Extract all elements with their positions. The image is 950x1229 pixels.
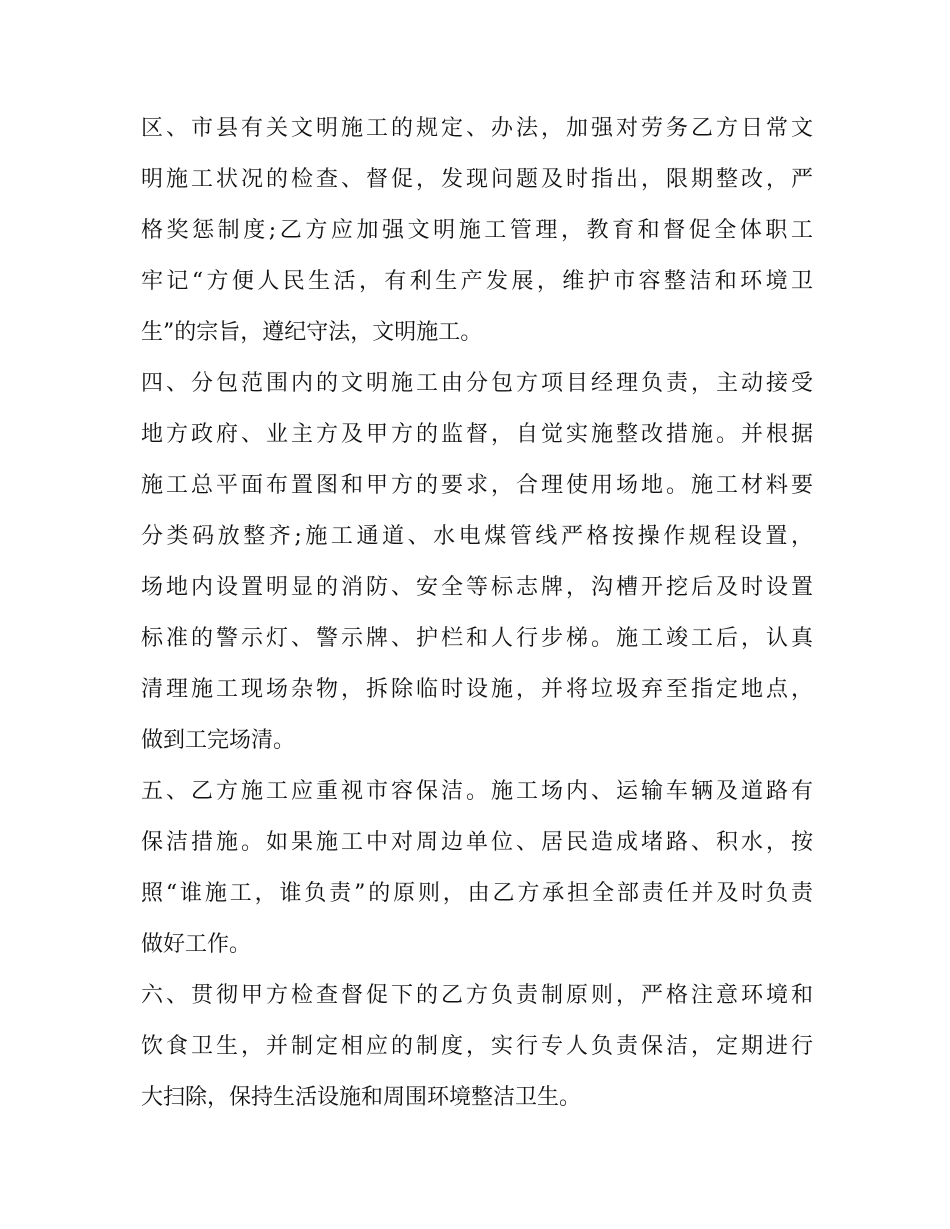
text-line: 区、市县有关文明施工的规定、办法，加强对劳务乙方日常文: [141, 116, 813, 141]
text-line: 标准的警示灯、警示牌、护栏和人行步梯。施工竣工后，认真: [141, 626, 813, 651]
text-line: 大扫除，保持生活设施和周围环境整洁卫生。: [141, 1085, 582, 1110]
text-line: 地方政府、业主方及甲方的监督，自觉实施整改措施。并根据: [141, 422, 813, 447]
text-line: 保洁措施。如果施工中对周边单位、居民造成堵路、积水，按: [141, 830, 813, 855]
text-line: 做好工作。: [141, 932, 252, 957]
text-line: 格奖惩制度;乙方应加强文明施工管理，教育和督促全体职工: [141, 218, 813, 243]
text-line: 四、分包范围内的文明施工由分包方项目经理负责，主动接受: [141, 371, 813, 396]
text-line: 明施工状况的检查、督促，发现问题及时指出，限期整改，严: [141, 167, 813, 192]
text-line: 做到工完场清。: [141, 728, 296, 753]
text-line: 六、贯彻甲方检查督促下的乙方负责制原则，严格注意环境和: [141, 983, 813, 1008]
body-text: [141, 103, 813, 1123]
text-line: 五、乙方施工应重视市容保洁。施工场内、运输车辆及道路有: [141, 779, 813, 804]
text-line: 施工总平面布置图和甲方的要求，合理使用场地。施工材料要: [141, 473, 813, 498]
text-line: 分类码放整齐;施工通道、水电煤管线严格按操作规程设置，: [141, 524, 813, 549]
text-line: 牢记“方便人民生活，有利生产发展，维护市容整洁和环境卫: [141, 269, 813, 294]
text-line: 照“谁施工，谁负责”的原则，由乙方承担全部责任并及时负责: [141, 881, 813, 906]
text-line: 清理施工现场杂物，拆除临时设施，并将垃圾弃至指定地点，: [141, 677, 813, 702]
text-line: 饮食卫生，并制定相应的制度，实行专人负责保洁，定期进行: [141, 1034, 813, 1059]
text-line: 场地内设置明显的消防、安全等标志牌，沟槽开挖后及时设置: [141, 575, 813, 600]
text-line: 生”的宗旨，遵纪守法，文明施工。: [141, 320, 483, 345]
